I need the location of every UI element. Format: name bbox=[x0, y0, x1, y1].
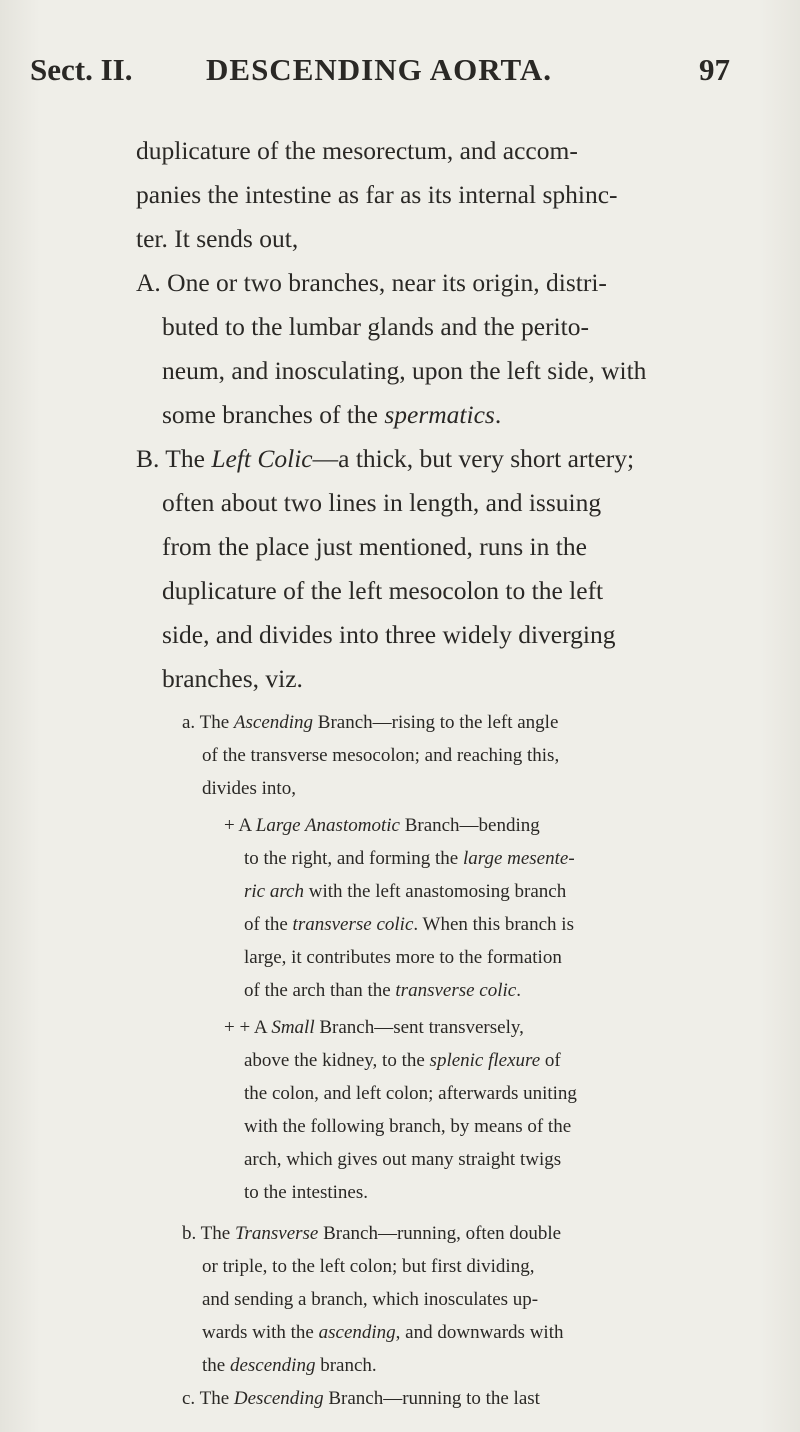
text-line: of the transverse colic. When this branch is bbox=[244, 914, 574, 935]
text-line: from the place just mentioned, runs in the bbox=[162, 532, 587, 561]
text-line: of the arch than the transverse colic. bbox=[244, 980, 521, 1001]
text-line: ric arch with the left anastomosing branch bbox=[244, 881, 567, 902]
text-line: arch, which gives out many straight twigs bbox=[244, 1149, 562, 1170]
text-line: + A Large Anastomotic Branch—bending bbox=[224, 815, 540, 836]
text-line: neum, and inosculating, upon the left side, with bbox=[162, 356, 647, 385]
text-line: side, and divides into three widely diverging bbox=[162, 620, 616, 649]
text-line: above the kidney, to the splenic flexure of bbox=[244, 1050, 561, 1071]
text-line: branches, viz. bbox=[162, 664, 303, 693]
text-line: b. The Transverse Branch—running, often double bbox=[182, 1223, 562, 1244]
page-title: DESCENDING AORTA. bbox=[206, 52, 553, 87]
text-line: of the transverse mesocolon; and reaching this, bbox=[202, 745, 560, 766]
page-number: 97 bbox=[699, 52, 730, 87]
text-line: + + A Small Branch—sent transversely, bbox=[224, 1017, 524, 1038]
text-line: the colon, and left colon; afterwards uniting bbox=[244, 1083, 577, 1104]
text-line: with the following branch, by means of the bbox=[244, 1116, 572, 1137]
text-line: buted to the lumbar glands and the perito- bbox=[162, 312, 590, 341]
text-line: ter. It sends out, bbox=[136, 224, 299, 253]
text-line: A. One or two branches, near its origin, distri- bbox=[136, 268, 607, 297]
text-line: some branches of the spermatics. bbox=[162, 400, 502, 429]
text-line: B. The Left Colic—a thick, but very short artery; bbox=[136, 444, 635, 473]
text-line: panies the intestine as far as its internal sphinc- bbox=[136, 180, 618, 209]
text-line: duplicature of the mesorectum, and accom- bbox=[136, 136, 578, 165]
text-line: divides into, bbox=[202, 778, 296, 799]
text-line: often about two lines in length, and issuing bbox=[162, 488, 602, 517]
text-line: duplicature of the left mesocolon to the left bbox=[162, 576, 604, 605]
text-line: to the intestines. bbox=[244, 1182, 369, 1203]
text-line: and sending a branch, which inosculates up- bbox=[202, 1289, 539, 1310]
text-line: the descending branch. bbox=[202, 1355, 377, 1376]
section-label: Sect. II. bbox=[30, 52, 133, 87]
text-line: a. The Ascending Branch—rising to the left angle bbox=[182, 712, 559, 733]
running-header bbox=[30, 52, 730, 102]
text-line: or triple, to the left colon; but first dividing, bbox=[202, 1256, 535, 1277]
text-line: large, it contributes more to the formation bbox=[244, 947, 562, 968]
text-line: to the right, and forming the large mesente- bbox=[244, 848, 575, 869]
text-line: wards with the ascending, and downwards with bbox=[202, 1322, 564, 1343]
text-line: c. The Descending Branch—running to the last bbox=[182, 1388, 540, 1409]
